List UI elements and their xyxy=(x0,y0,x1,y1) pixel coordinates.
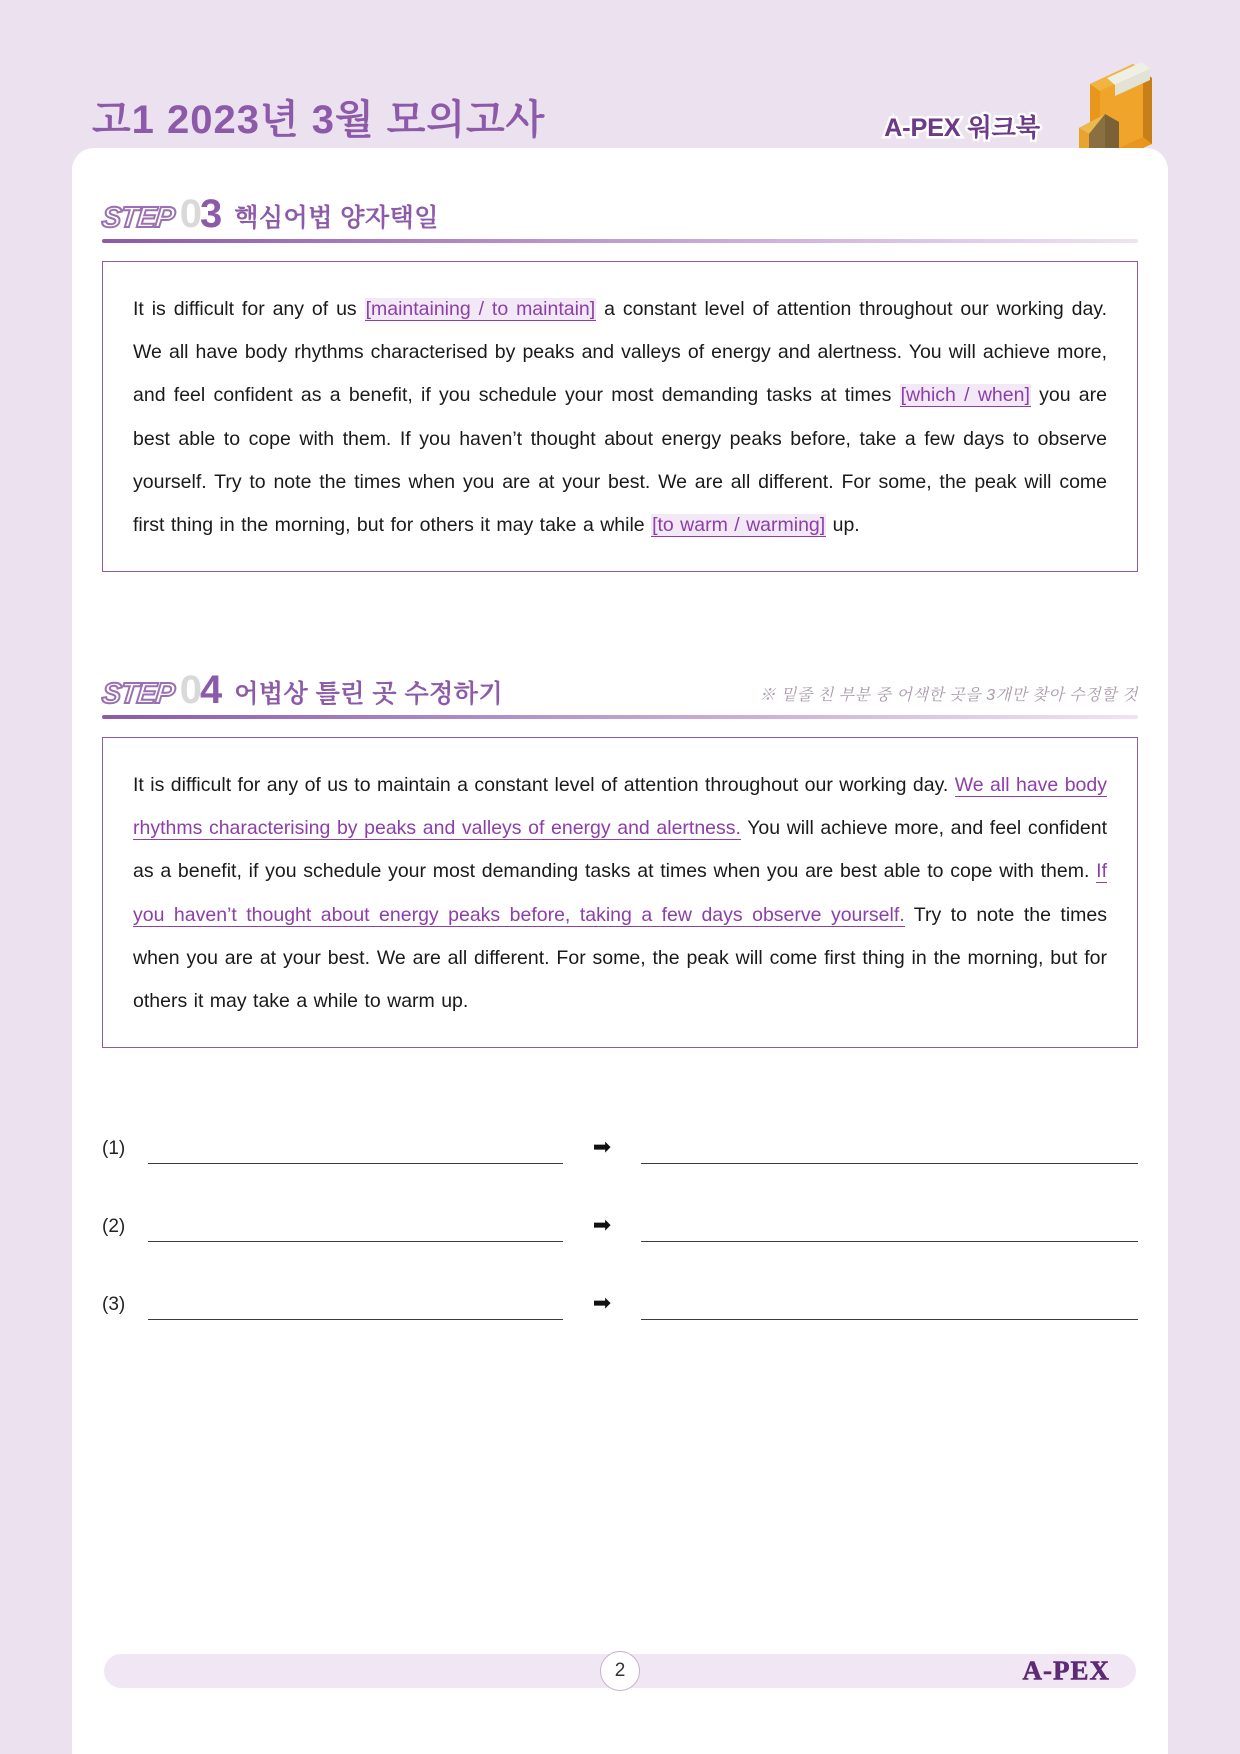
page-title: 고1 2023년 3월 모의고사 xyxy=(92,98,546,142)
step-section-04 xyxy=(100,668,1138,1346)
passage-step-03 xyxy=(102,261,1138,573)
passage-text: It is difficult for any of us to maintain a constant level of attention throughout our working day. xyxy=(133,773,955,796)
passage-text: It is difficult for any of us xyxy=(133,297,365,320)
passage-text: up. xyxy=(826,514,860,537)
step-word-label: STEP xyxy=(100,677,176,710)
step-number: 03 xyxy=(179,192,221,236)
step-03-title: 핵심어법 양자택일 xyxy=(234,204,439,233)
step-03-divider xyxy=(102,239,1138,243)
arrow-icon: ➡ xyxy=(592,1212,612,1238)
answer-input-corrected[interactable] xyxy=(641,1120,1138,1164)
step-03-heading xyxy=(100,192,1138,237)
footer-logo: A-PEX xyxy=(1022,1655,1110,1686)
answer-number: (2) xyxy=(102,1216,126,1238)
arrow-icon: ➡ xyxy=(592,1134,612,1160)
underlined-error-2[interactable]: If you haven’t thought about energy peaks before, taking a few days observe yourself. xyxy=(133,860,1107,926)
brand-label: A-PEX 워크북 xyxy=(884,114,1040,142)
choice-box-3[interactable]: [to warm / warming] xyxy=(652,514,826,537)
step-word-label: STEP xyxy=(100,201,176,234)
answer-row xyxy=(102,1112,1138,1164)
passage-text: you are best able to cope with them. If you haven’t thought about energy peaks before, take a few days to observe yourself. Try to note the times when you are at your best. We are all different. For some, the peak will come first thing in the morning, but for others it may take a while xyxy=(133,384,1107,537)
underlined-error-1[interactable]: We all have body rhythms characterising by peaks and valleys of energy and alertness. xyxy=(133,773,1107,840)
step-04-divider xyxy=(102,715,1138,719)
passage-text: Try to note the times when you are at your best. We are all different. For some, the peak will come first thing in the morning, but for others it may take a while to warm up. xyxy=(133,903,1107,1013)
passage-step-04 xyxy=(102,737,1138,1049)
answer-input-original[interactable] xyxy=(148,1120,563,1164)
arrow-icon: ➡ xyxy=(592,1290,612,1316)
step-04-instruction-note: ※ 밑줄 친 부분 중 어색한 곳을 3개만 찾아 수정할 것 xyxy=(759,686,1138,704)
answer-input-corrected[interactable] xyxy=(641,1276,1138,1320)
step-section-03 xyxy=(100,192,1138,572)
page-header xyxy=(0,0,1240,166)
choice-box-1[interactable]: [maintaining / to maintain] xyxy=(365,297,596,320)
answer-number: (1) xyxy=(102,1138,126,1160)
choice-box-2[interactable]: [which / when] xyxy=(900,384,1030,407)
answer-input-original[interactable] xyxy=(148,1198,563,1242)
answer-input-corrected[interactable] xyxy=(641,1198,1138,1242)
passage-text: a constant level of attention throughout our working day. We all have body rhythms characterised by peaks and valleys of energy and alertness. You will achieve more, and feel confident as a benefit, if you schedule your most demanding tasks at times xyxy=(133,297,1108,407)
worksheet-sheet xyxy=(72,148,1168,1754)
answer-number: (3) xyxy=(102,1294,126,1316)
page-number-badge: 2 xyxy=(600,1651,640,1691)
answer-row xyxy=(102,1268,1138,1320)
answer-input-original[interactable] xyxy=(148,1276,563,1320)
page-footer xyxy=(104,1654,1136,1688)
step-04-title: 어법상 틀린 곳 수정하기 xyxy=(234,680,504,709)
step-number: 04 xyxy=(179,668,221,712)
answer-area xyxy=(102,1112,1138,1320)
passage-text: You will achieve more, and feel confident as a benefit, if you schedule your most demanding tasks at times when you are best able to cope with them. xyxy=(133,817,1107,883)
step-04-heading xyxy=(100,668,1138,713)
answer-row xyxy=(102,1190,1138,1242)
